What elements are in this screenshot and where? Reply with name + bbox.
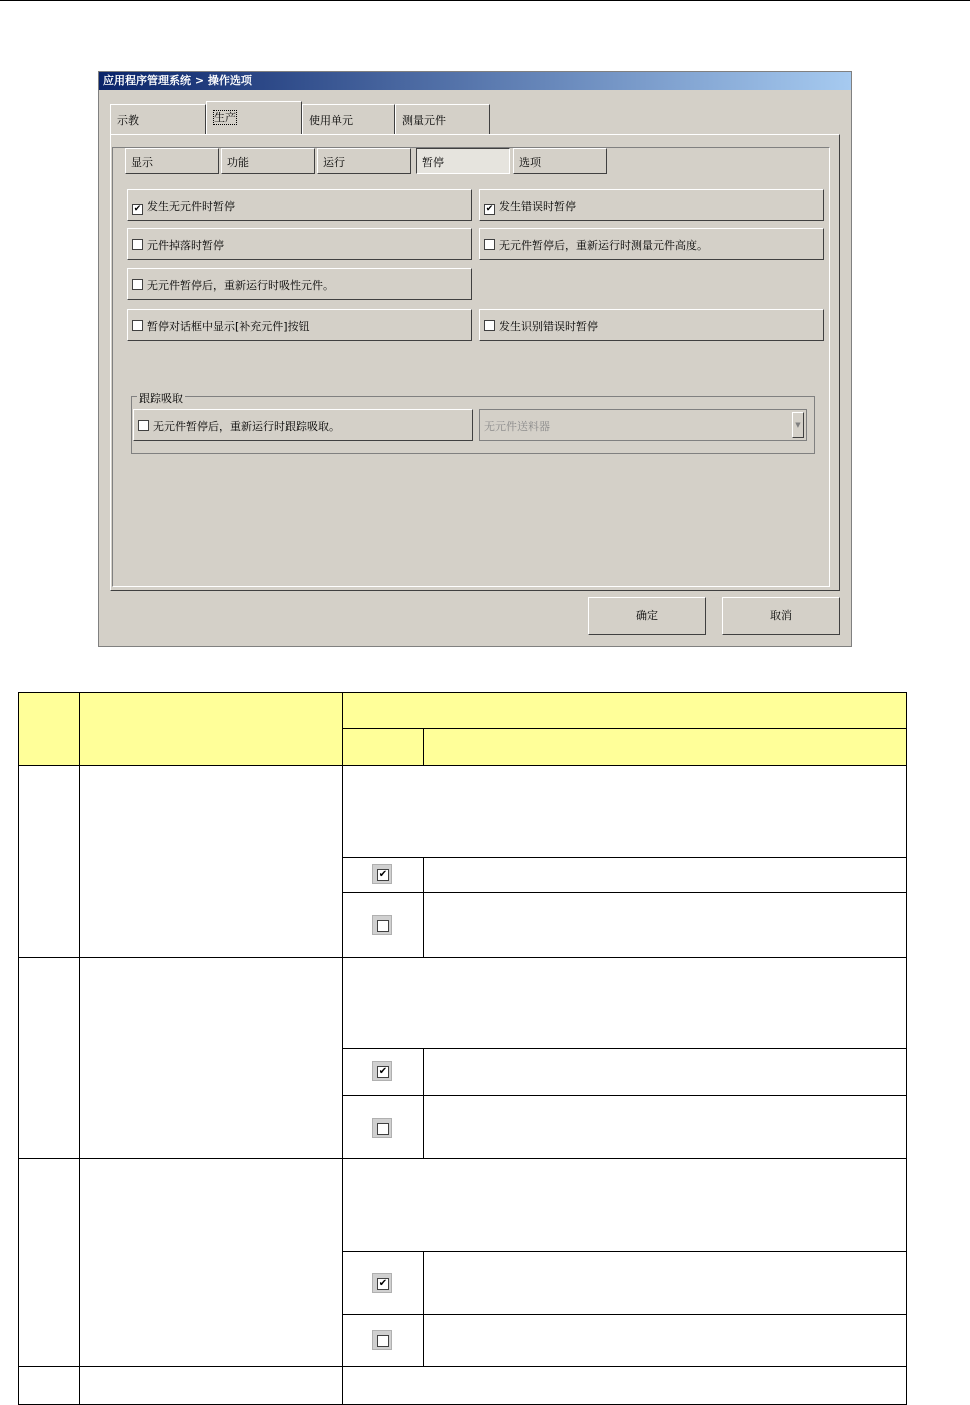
setting-checked-cell [343,858,424,893]
option-label: 无元件暂停后，重新运行时测量元件高度。 [499,239,708,252]
header-setting [343,729,424,766]
dialog-title: 应用程序管理系统 > 操作选项 [99,72,851,90]
option-label: 发生识别错误时暂停 [499,320,598,333]
cancel-button[interactable]: 取消 [722,597,840,635]
header-content [343,692,907,729]
feeder-select-value: 无元件送料器 [484,420,550,433]
option-measure-height-on-resume[interactable] [479,228,824,260]
checkbox-unchecked-icon [372,915,392,935]
setting-checked-desc [424,1252,907,1315]
checkbox[interactable] [132,279,143,290]
checkbox-checked-icon: ✔ [372,1061,392,1081]
table-row [18,1159,80,1367]
operation-options-dialog [98,71,852,647]
tracking-pickup-group-title: 跟踪吸取 [139,392,183,405]
checkbox[interactable]: ✔ [133,204,142,214]
setting-unchecked-cell [343,1096,424,1159]
table-row-item [80,958,343,1159]
option-label: 元件掉落时暂停 [147,239,224,252]
checkbox[interactable] [132,320,143,331]
setting-unchecked-cell [343,893,424,958]
feeder-select[interactable] [479,409,807,441]
checkbox-unchecked-icon [372,1330,392,1350]
checkbox[interactable] [132,239,143,250]
setting-checked-cell [343,1252,424,1315]
option-show-supply-button[interactable] [127,309,472,341]
setting-checked-cell [343,1049,424,1096]
setting-unchecked-desc [424,893,907,958]
table-row-desc [343,766,907,858]
checkbox-checked-icon: ✔ [372,1273,392,1293]
option-pause-recognition-error[interactable] [479,309,824,341]
setting-unchecked-desc [424,1096,907,1159]
table-row-desc [343,1159,907,1252]
setting-checked-desc [424,1049,907,1096]
table-row-desc [343,1367,907,1405]
checkbox[interactable]: ✔ [485,204,494,214]
subtab-pause[interactable]: 暂停 [416,148,510,174]
option-pause-component-drop[interactable] [127,228,472,260]
table-row-item [80,766,343,958]
tab-measure-component[interactable]: 测量元件 [395,104,490,135]
option-label: 无元件暂停后，重新运行时跟踪吸取。 [153,420,340,433]
subtab-run[interactable]: 运行 [317,148,411,174]
table-row-desc [343,958,907,1049]
table-row [18,766,80,958]
option-pause-on-error[interactable] [479,189,824,221]
table-row-item [80,1367,343,1405]
tab-production[interactable] [206,101,302,135]
tab-use-unit[interactable]: 使用单元 [302,104,395,135]
tab-production-label: 生产 [214,111,236,124]
subtab-options[interactable]: 选项 [513,148,607,174]
page-top-rule [0,0,970,1]
subtab-function[interactable]: 功能 [221,148,315,174]
table-row [18,1367,80,1405]
checkbox[interactable] [138,420,149,431]
header-no [18,692,80,766]
setting-unchecked-desc [424,1315,907,1367]
option-pause-no-component[interactable] [127,189,472,221]
ok-button[interactable]: 确定 [588,597,706,635]
option-pickup-on-resume[interactable] [127,268,472,300]
setting-checked-desc [424,858,907,893]
setting-unchecked-cell [343,1315,424,1367]
header-description [424,729,907,766]
checkbox-checked-icon: ✔ [372,864,392,884]
table-row-item [80,1159,343,1367]
header-item [80,692,343,766]
checkbox[interactable] [484,320,495,331]
option-label: 发生错误时暂停 [499,200,576,213]
option-label: 暂停对话框中显示[补充元件]按钮 [147,320,310,333]
checkbox[interactable] [484,239,495,250]
chevron-down-icon[interactable]: ▼ [792,412,804,438]
tab-teach[interactable]: 示教 [110,104,206,135]
option-label: 发生无元件时暂停 [147,200,235,213]
option-label: 无元件暂停后，重新运行时吸性元件。 [147,279,334,292]
table-row [18,958,80,1159]
checkbox-unchecked-icon [372,1118,392,1138]
option-tracking-pickup-on-resume[interactable] [133,409,473,441]
subtab-display[interactable]: 显示 [125,148,219,174]
